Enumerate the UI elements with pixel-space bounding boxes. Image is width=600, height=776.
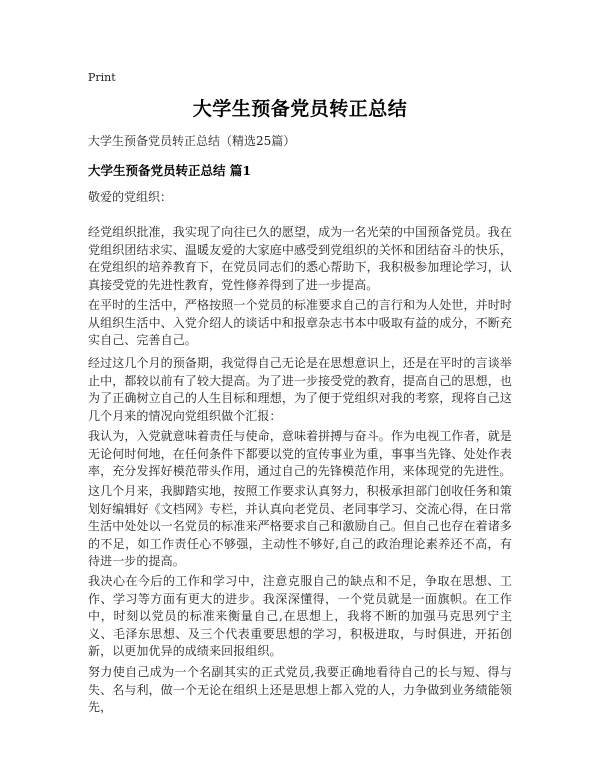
paragraph: 努力使自己成为一个名副其实的正式党员,我要正确地看待自己的长与短、得与失、名与利，做一个无论在组织上还是思想上都入党的人，力争做到业务绩能领先， — [88, 665, 512, 714]
print-label: Print — [88, 71, 116, 84]
paragraph: 经过这几个月的预备期，我觉得自己无论是在思想意识上，还是在平时的言谈举止中，都较以前有了较大提高。为了进一步接受党的教育，提高自己的思想，也为了正确树立自己的人生目标和理想，为了便于党组织对我的考察，现将自己这几个月来的情况向党组织做个汇报： — [88, 356, 512, 423]
paragraph: 经党组织批准，我实现了向往已久的愿望，成为一名光荣的中国预备党员。我在党组织团结求实、温暖友爱的大家庭中感受到党组织的关怀和团结奋斗的快乐，在党组织的培养教育下，在党员同志们的悉心帮助下，我积极参加理论学习，认真接受党的先进性教育，党性修养得到了进一步提高。 — [88, 225, 512, 292]
page-title: 大学生预备党员转正总结 — [192, 98, 408, 120]
paragraph: 在平时的生活中，严格按照一个党员的标准要求自己的言行和为人处世，并时时从组织生活中、入党介绍人的谈话中和报章杂志书本中吸取有益的成分，不断充实自己、完善自己。 — [88, 298, 512, 347]
paragraph: 我认为，入党就意味着责任与使命，意味着拼搏与奋斗。作为电视工作者，就是无论何时何地，在任何条件下都要以党的宣传事业为重，事事当先锋、处处作表率，充分发挥好模范带头作用，通过自己的先锋模范作用，来体现党的先进性。 — [88, 429, 512, 478]
paragraph: 这几个月来，我脚踏实地，按照工作要求认真努力，积极承担部门创收任务和策划好编辑好《文档网》专栏，并认真向老党员、老同事学习、交流心得，在日常生活中处处以一名党员的标准来严格要求自己和激励自己。但自己也存在着诸多的不足，如工作责任心不够强，主动性不够好,自己的政治理论素养还不高，有待进一步的提高。 — [88, 484, 512, 568]
section-heading: 大学生预备党员转正总结 篇1 — [88, 163, 252, 178]
paragraph: 我决心在今后的工作和学习中，注意克服自己的缺点和不足，争取在思想、工作、学习等方面有更大的进步。我深深懂得，一个党员就是一面旗帜。在工作中，时刻以党员的标准来衡量自己,在思想上，我将不断的加强马克思列宁主义、毛泽东思想、及三个代表重要思想的学习，积极进取，与时俱进，开拓创新，以更加优异的成绩来回报组织。 — [88, 574, 512, 658]
document-subtitle: 大学生预备党员转正总结（精选25篇） — [88, 134, 296, 148]
greeting: 敬爱的党组织： — [88, 190, 173, 204]
